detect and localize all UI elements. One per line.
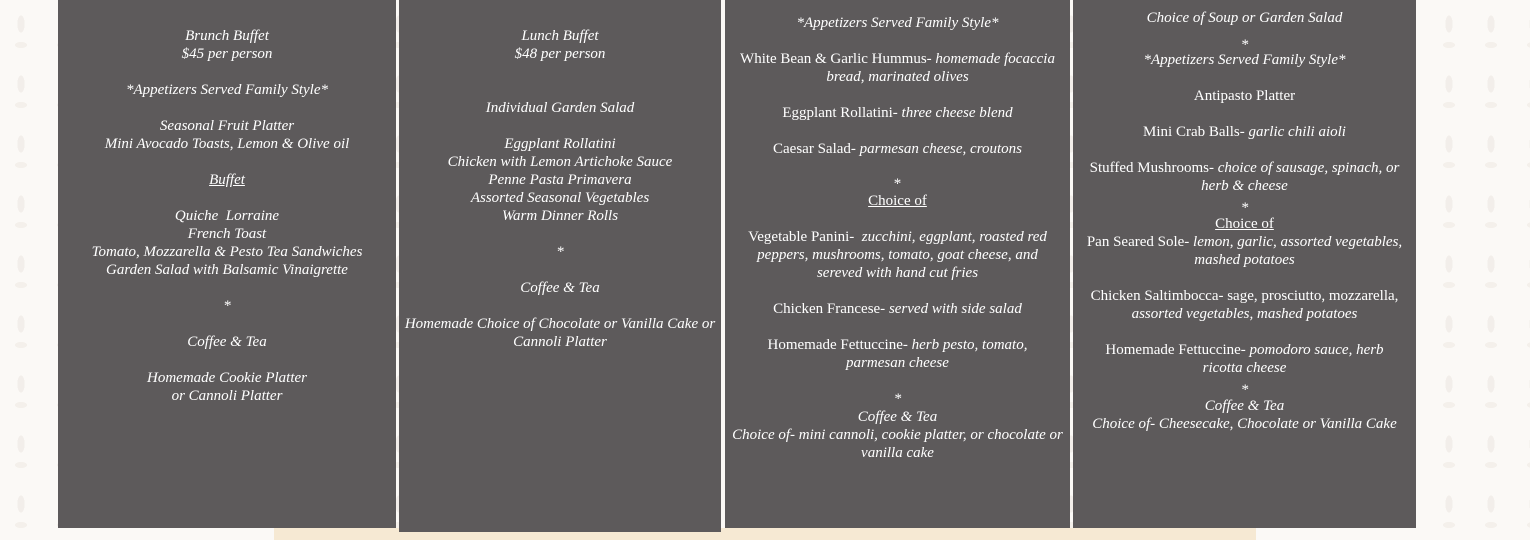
menu4-appetizer	[1075, 159, 1414, 195]
brunch-drinks: Coffee & Tea	[187, 334, 267, 350]
menu4-separator: *	[1240, 382, 1249, 398]
lunch-title: Lunch Buffet	[521, 28, 599, 44]
menu4-appetizer	[1075, 87, 1414, 105]
menu4-entree	[1075, 233, 1414, 269]
menu4-appetizer-desc: garlic chili aioli	[1244, 124, 1346, 140]
menu3-appetizer-name: Eggplant Rollatini-	[782, 105, 898, 121]
menu4-entree	[1075, 341, 1414, 377]
menu3-entree-desc: zucchini, eggplant, roasted red peppers, mushrooms, tomato, goat cheese, and sereved with hand cut fries	[757, 229, 1051, 281]
brunch-buffet-heading: Buffet	[209, 172, 245, 188]
brunch-price: $45 per person	[181, 46, 273, 62]
lunch-item: Eggplant Rollatini	[504, 136, 616, 152]
menu3-appetizer	[727, 140, 1068, 158]
menu4-entree	[1075, 287, 1414, 323]
menu4-appetizer	[1075, 123, 1414, 141]
lunch-price: $48 per person	[514, 46, 606, 62]
lunch-item: Penne Pasta Primavera	[488, 172, 632, 188]
menu3-drinks: Coffee & Tea	[857, 409, 938, 425]
brunch-dessert: Homemade Cookie Platter	[147, 370, 307, 386]
menu4-appetizers-note: *Appetizers Served Family Style*	[1143, 52, 1346, 68]
menu3-appetizer-name: White Bean & Garlic Hummus-	[740, 51, 932, 67]
menu4-dessert: Choice of- Cheesecake, Chocolate or Vanilla Cake	[1092, 416, 1397, 432]
menu4-choice-heading: Choice of	[1215, 216, 1274, 232]
lunch-item: Assorted Seasonal Vegetables	[470, 190, 650, 206]
soup-salad-menu-panel	[1073, 0, 1416, 528]
brunch-appetizers-note: *Appetizers Served Family Style*	[125, 82, 329, 98]
menu4-entree-desc: assorted vegetables, mashed potatoes	[1131, 306, 1358, 322]
menu3-appetizer	[727, 104, 1068, 122]
brunch-separator: *	[223, 298, 231, 314]
lunch-dessert: Homemade Choice of Chocolate or Vanilla Cake or Cannoli Platter	[404, 316, 716, 350]
menu3-entree	[727, 300, 1068, 318]
menu3-appetizers-note: *Appetizers Served Family Style*	[796, 15, 999, 31]
menu3-appetizer-desc: homemade focaccia bread, marinated olives	[826, 51, 1055, 85]
menu3-entree-desc: served with side salad	[885, 301, 1022, 317]
menu3-entree	[727, 336, 1068, 372]
menu3-dessert: Choice of- mini cannoli, cookie platter, or chocolate or vanilla cake	[732, 427, 1063, 461]
menu3-entree-name: Vegetable Panini-	[748, 229, 855, 245]
menu3-appetizer	[727, 50, 1068, 86]
menu3-entree-desc: herb pesto, tomato, parmesan cheese	[846, 337, 1028, 371]
brunch-dessert: or Cannoli Platter	[171, 388, 283, 404]
family-style-menu-panel	[725, 0, 1070, 528]
menu3-separator: *	[893, 391, 902, 407]
menu4-appetizer-name: Antipasto Platter	[1193, 88, 1296, 104]
brunch-starter: Seasonal Fruit Platter	[159, 118, 295, 134]
menu3-appetizer-desc: three cheese blend	[897, 105, 1013, 121]
menu4-entree-name: Pan Seared Sole-	[1086, 234, 1190, 250]
menu4-drinks: Coffee & Tea	[1204, 398, 1285, 414]
menu4-soup-line: Choice of Soup or Garden Salad	[1146, 10, 1343, 26]
brunch-starter: Mini Avocado Toasts, Lemon & Olive oil	[104, 136, 350, 152]
lunch-salad: Individual Garden Salad	[485, 100, 635, 116]
menu3-separator: *	[893, 176, 902, 192]
brunch-buffet-item: Garden Salad with Balsamic Vinaigrette	[106, 262, 348, 278]
lunch-item: Chicken with Lemon Artichoke Sauce	[447, 154, 673, 170]
brunch-buffet-item: Quiche Lorraine	[174, 208, 280, 224]
lunch-drinks: Coffee & Tea	[520, 280, 600, 296]
menu4-appetizer-name: Mini Crab Balls-	[1143, 124, 1245, 140]
menu3-choice-heading: Choice of	[868, 193, 927, 209]
menu3-entree	[727, 228, 1068, 282]
menu3-appetizer-desc: parmesan cheese, croutons	[855, 141, 1022, 157]
brunch-menu-panel	[58, 0, 396, 528]
menu4-separator: *	[1240, 37, 1249, 53]
menu3-entree-name: Chicken Francese-	[773, 301, 886, 317]
menu4-entree-name: Homemade Fettuccine-	[1105, 342, 1246, 358]
menu4-entree-name: Chicken Saltimbocca- sage, prosciutto, mozzarella,	[1090, 288, 1399, 304]
brunch-title: Brunch Buffet	[185, 28, 269, 44]
brunch-buffet-item: Tomato, Mozzarella & Pesto Tea Sandwiches	[91, 244, 363, 260]
menu3-entree-name: Homemade Fettuccine-	[767, 337, 908, 353]
lunch-menu-panel	[399, 0, 721, 532]
menu4-entree-desc: lemon, garlic, assorted vegetables, mashed potatoes	[1189, 234, 1403, 268]
menu4-appetizer-desc: choice of sausage, spinach, or herb & cheese	[1201, 160, 1400, 194]
brunch-buffet-item: French Toast	[187, 226, 267, 242]
menu3-appetizer-name: Caesar Salad-	[773, 141, 856, 157]
menu4-entree-desc: pomodoro sauce, herb ricotta cheese	[1202, 342, 1384, 376]
menu4-appetizer-name: Stuffed Mushrooms-	[1089, 160, 1214, 176]
menu4-separator: *	[1240, 200, 1249, 216]
lunch-separator: *	[556, 244, 564, 260]
lunch-item: Warm Dinner Rolls	[501, 208, 619, 224]
